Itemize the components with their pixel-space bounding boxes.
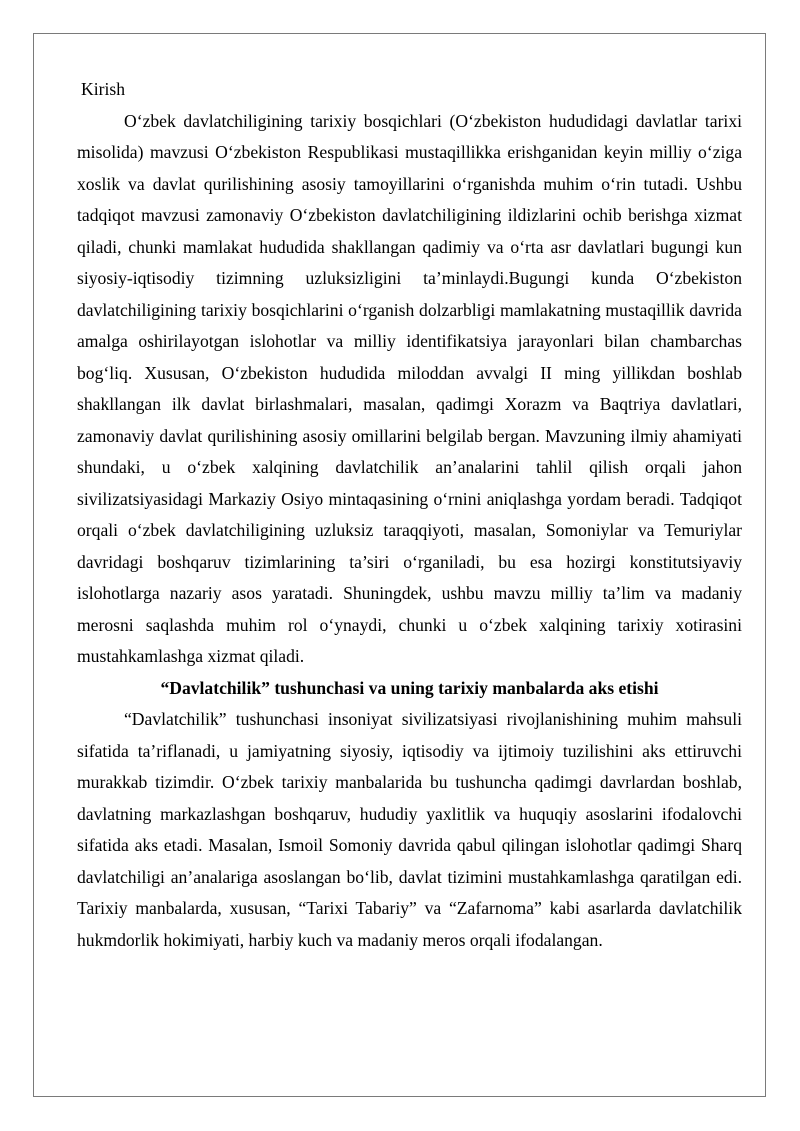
intro-heading: Kirish bbox=[81, 79, 125, 99]
section-paragraph: “Davlatchilik” tushunchasi insoniyat sivilizatsiyasi rivojlanishining muhim mahsuli sifatida ta’riflanadi, u jamiyatning siyosiy, iqtisodiy va ijtimoiy tuzilishini aks ettiruvchi murakkab tizimdir. O‘zbek tarixiy manbalarida bu tushuncha qadimgi davrlardan boshlab, davlatning markazlashgan boshqaruv, hududiy yaxlitlik va huquqiy asoslarini ifodalovchi sifatida aks etadi. Masalan, Ismoil Somoniy davrida qabul qilingan islohotlar qadimgi Sharq davlatchiligi an’analariga asoslangan bo‘lib, davlat tizimini mustahkamlashga qaratilgan edi. Tarixiy manbalarda, xususan, “Tarixi Tabariy” va “Zafarnoma” kabi asarlarda davlatchilik hukmdorlik hokimiyati, harbiy kuch va madaniy meros orqali ifodalangan. bbox=[77, 709, 742, 950]
section-title: “Davlatchilik” tushunchasi va uning tarixiy manbalarda aks etishi bbox=[160, 677, 659, 698]
intro-paragraph: O‘zbek davlatchiligining tarixiy bosqichlari (O‘zbekiston hududidagi davlatlar tarixi misolida) mavzusi O‘zbekiston Respublikasi mustaqillikka erishganidan keyin milliy o‘ziga xoslik va davlat qurilishining asosiy tamoyillarini o‘rganishda muhim o‘rin tutadi. Ushbu tadqiqot mavzusi zamonaviy O‘zbekiston davlatchiligining ildizlarini ochib berishga xizmat qiladi, chunki mamlakat hududida shakllangan qadimiy va o‘rta asr davlatlari bugungi kun siyosiy-iqtisodiy tizimning uzluksizligini ta’minlaydi.Bugungi kunda O‘zbekiston davlatchiligining tarixiy bosqichlarini o‘rganish dolzarbligi mamlakatning mustaqillik davrida amalga oshirilayotgan islohotlar va milliy identifikatsiya jarayonlari bilan chambarchas bog‘liq. Xususan, O‘zbekiston hududida miloddan avvalgi II ming yillikdan boshlab shakllangan ilk davlat birlashmalari, masalan, qadimgi Xorazm va Baqtriya davlatlari, zamonaviy davlat qurilishining asosiy omillarini belgilab bergan. Mavzuning ilmiy ahamiyati shundaki, u o‘zbek xalqining davlatchilik an’analarini tahlil qilish orqali jahon sivilizatsiyasidagi Markaziy Osiyo mintaqasining o‘rnini aniqlashga yordam beradi. Tadqiqot orqali o‘zbek davlatchiligining uzluksiz taraqqiyoti, masalan, Somoniylar va Temuriylar davridagi boshqaruv tizimlarining ta’siri o‘rganiladi, bu esa hozirgi konstitutsiyaviy islohotlarga nazariy asos yaratadi. Shuningdek, ushbu mavzu milliy ta’lim va madaniy merosni saqlashda muhim rol o‘ynaydi, chunki u o‘zbek xalqining tarixiy xotirasini mustahkamlashga xizmat qiladi. bbox=[77, 110, 742, 666]
document-body bbox=[77, 74, 742, 956]
